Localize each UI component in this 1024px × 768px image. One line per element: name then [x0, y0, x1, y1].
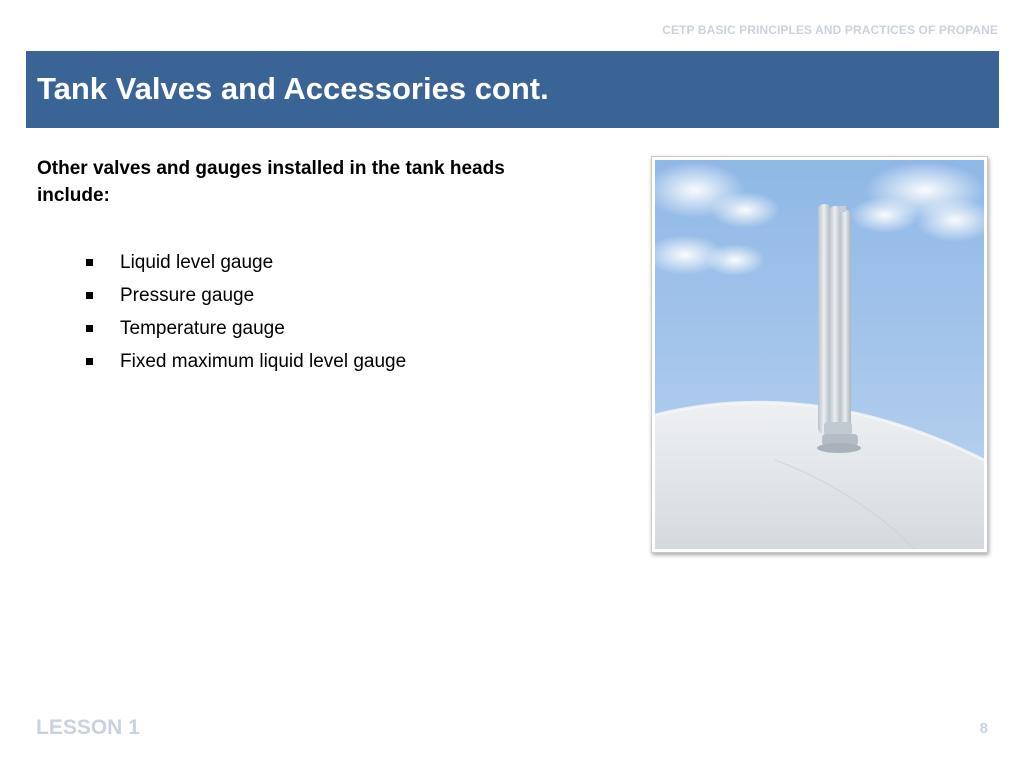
- slide-title: Tank Valves and Accessories cont.: [37, 71, 549, 106]
- bullet-text: Fixed maximum liquid level gauge: [120, 351, 407, 372]
- bullet-item: [86, 345, 406, 378]
- bullet-item: [86, 246, 406, 279]
- square-bullet-icon: [86, 292, 93, 299]
- intro-text: Other valves and gauges installed in the tank heads include:: [37, 158, 505, 206]
- square-bullet-icon: [86, 259, 93, 266]
- course-header-caption: CETP BASIC PRINCIPLES AND PRACTICES OF PROPANE: [662, 23, 998, 37]
- square-bullet-icon: [86, 358, 93, 365]
- bullet-item: [86, 312, 406, 345]
- page-number: 8: [979, 720, 988, 737]
- bullet-item: [86, 279, 406, 312]
- title-bar: [26, 51, 999, 128]
- footer-lesson-label: LESSON 1: [36, 716, 140, 739]
- bullet-text: Liquid level gauge: [120, 252, 274, 273]
- bullet-list: [86, 246, 406, 378]
- vent-stack-photo-illustration: [655, 160, 984, 549]
- tank-vent-photo: [651, 156, 988, 553]
- square-bullet-icon: [86, 325, 93, 332]
- bullet-text: Temperature gauge: [120, 318, 285, 339]
- bullet-text: Pressure gauge: [120, 285, 255, 306]
